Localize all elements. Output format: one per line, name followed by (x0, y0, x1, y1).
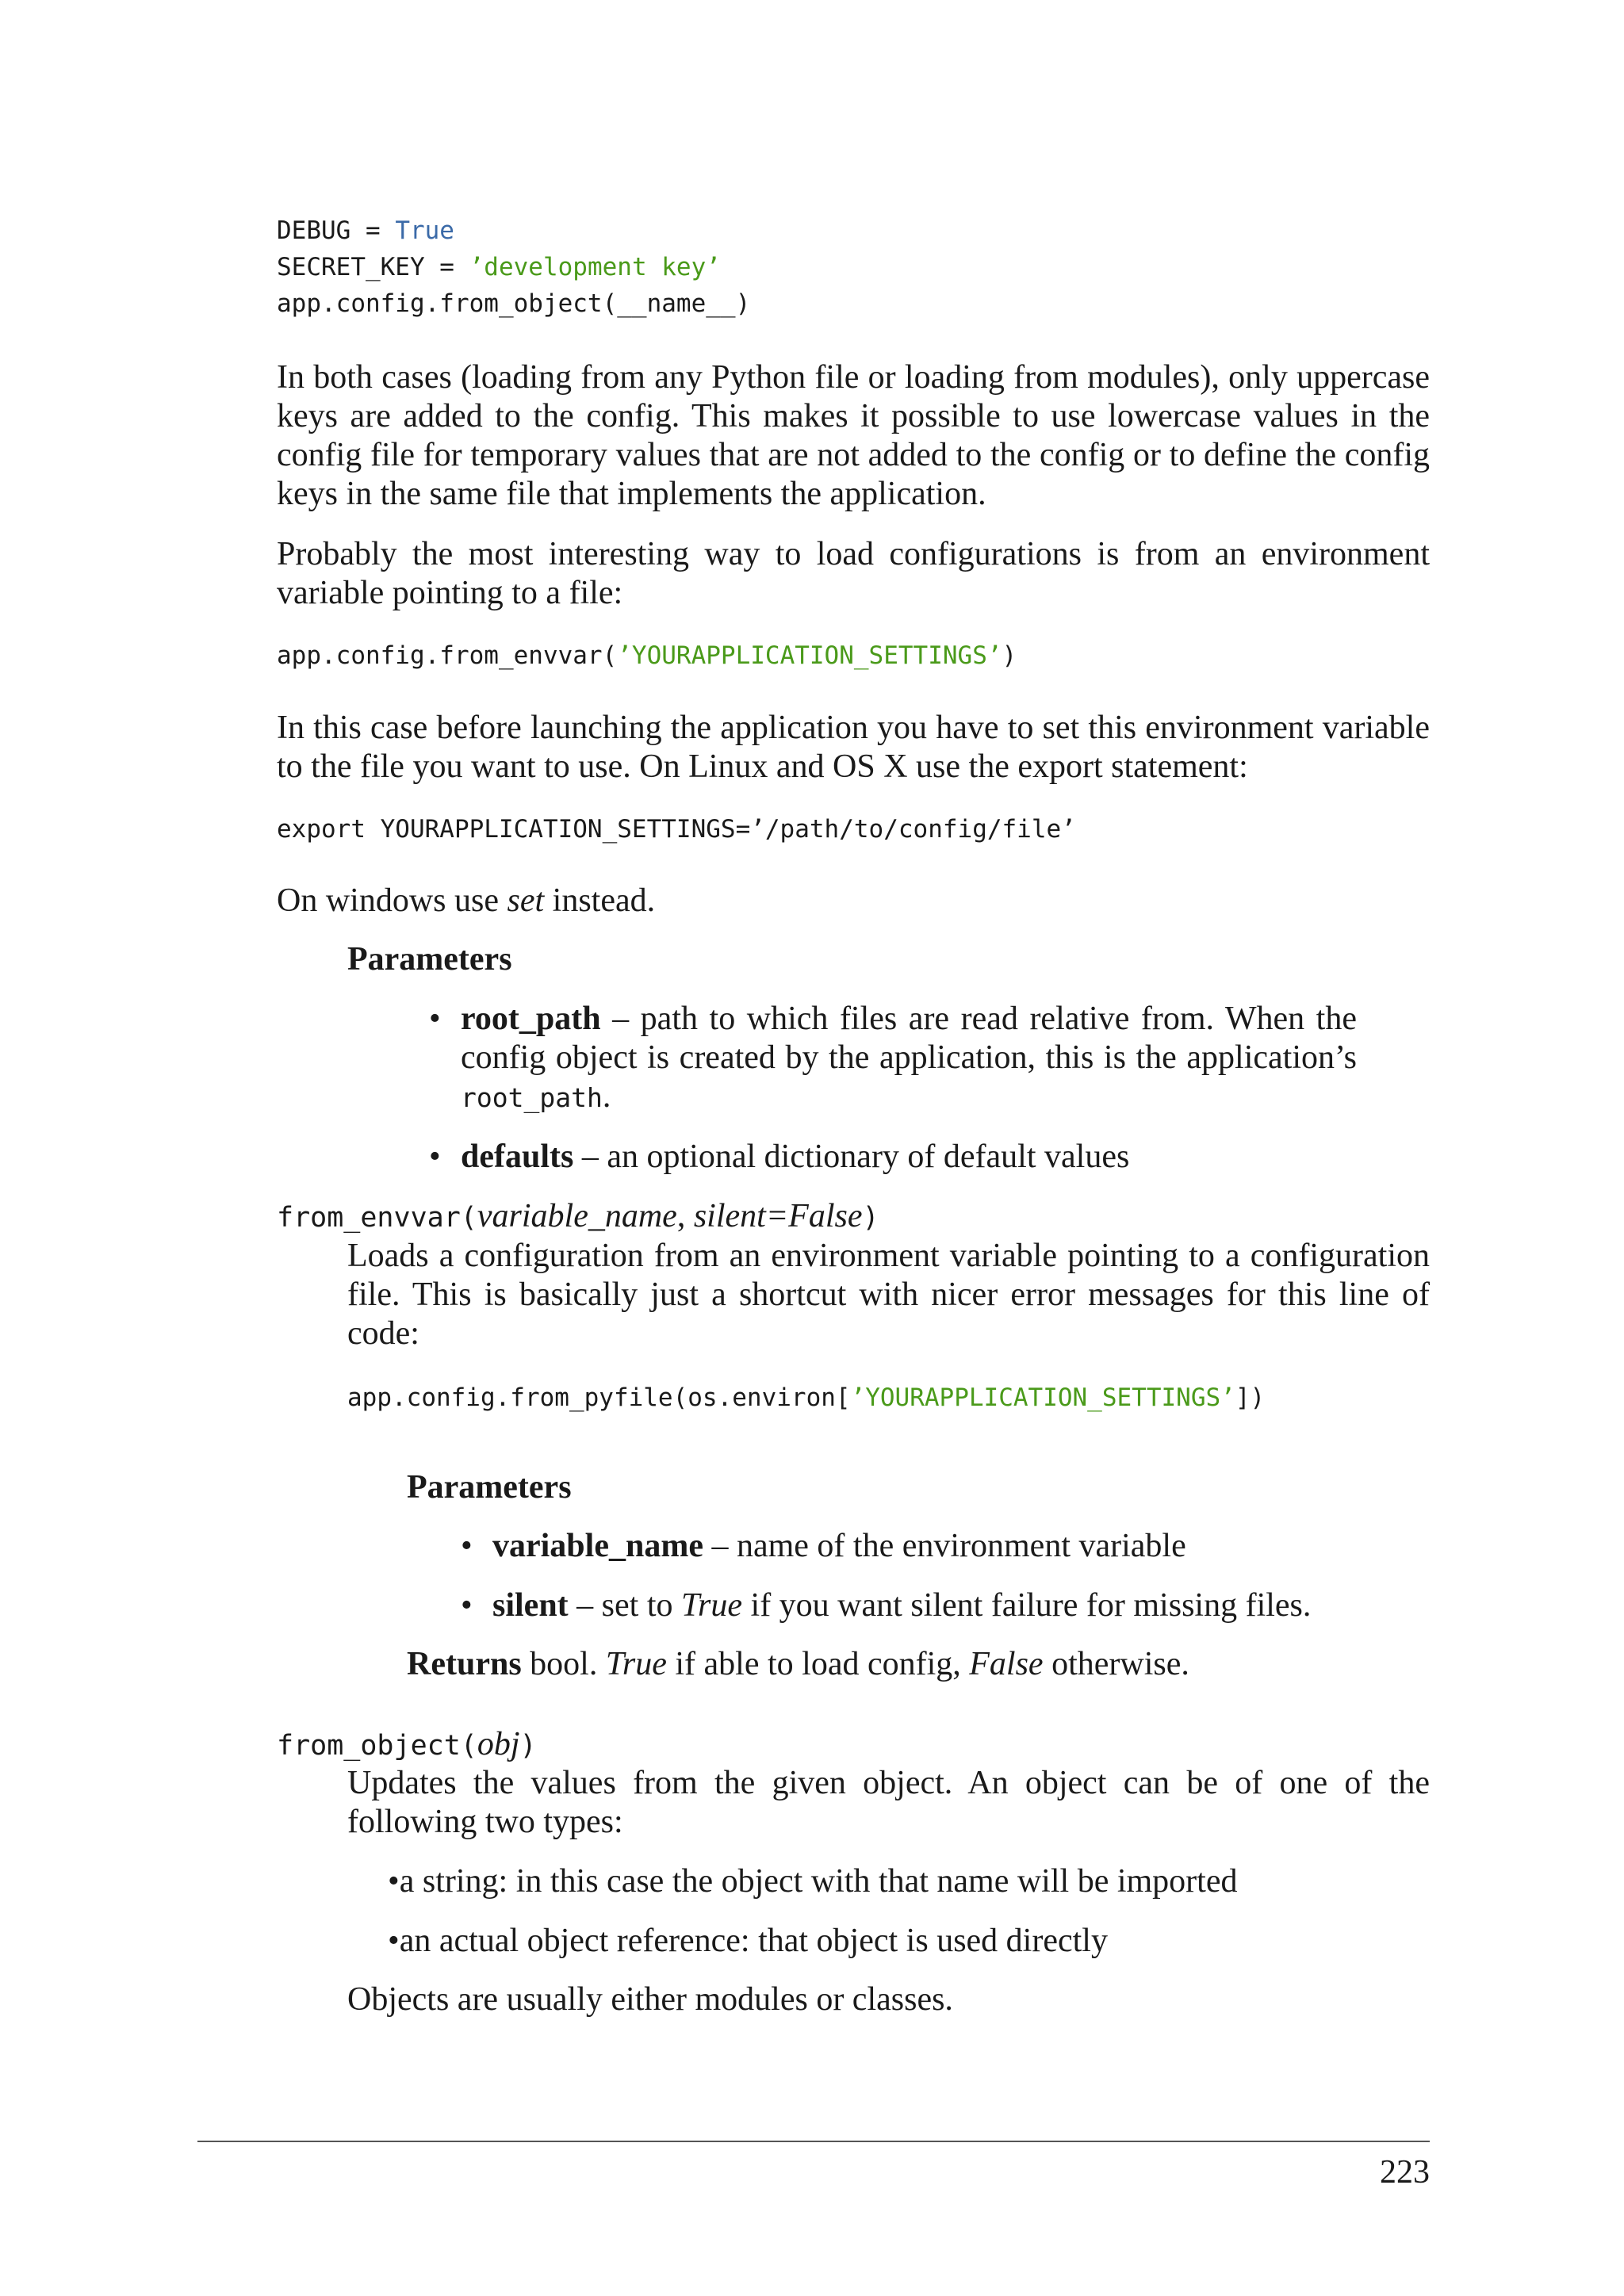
parameters-list (429, 1000, 1357, 1177)
param-desc: – an optional dictionary of default values (573, 1138, 1130, 1175)
code-text: SECRET_KEY = (277, 253, 469, 281)
inline-code: root_path (461, 1082, 603, 1113)
code-string: ’development key’ (469, 253, 721, 281)
method-name: from_object( (277, 1730, 477, 1762)
param-name: variable_name (492, 1528, 703, 1564)
text: if able to load config, (666, 1646, 970, 1682)
paragraph-env-variable: Probably the most interesting way to load configurations is from an environment variable pointing to a file: (277, 536, 1430, 611)
param-defaults (429, 1138, 1357, 1177)
param-name: root_path (461, 1001, 601, 1037)
arg: obj (477, 1726, 520, 1762)
returns-label: Returns (407, 1646, 522, 1682)
bullet-icon: • (461, 1528, 473, 1564)
code-from-envvar (277, 637, 1017, 674)
bullet-icon: • (461, 1587, 473, 1624)
page-number: 223 (1380, 2154, 1430, 2191)
paragraph-uppercase-keys: In both cases (loading from any Python file or loading from modules), only uppercase keys are added to the config. This makes it possible to use lowercase values in the config file for temporary values that are not added to the config or to define the config keys in the same file that implements the application. (277, 359, 1430, 512)
text: bool. (521, 1646, 606, 1682)
from-envvar-description: Loads a configuration from an environment variable pointing to a configuration file. This is basically just a shortcut with nicer error messages for this line of code: (347, 1238, 1430, 1352)
parameters-heading: Parameters (347, 941, 512, 978)
list-item-text: an actual object reference: that object is used directly (399, 1923, 1108, 1959)
emphasis: False (969, 1646, 1044, 1682)
arg: variable_name (477, 1198, 677, 1234)
code-text: app.config.from_object(__name__) (277, 289, 751, 318)
paren: ) (519, 1730, 537, 1762)
code-text: DEBUG = (277, 216, 396, 245)
code-block-config (277, 212, 750, 322)
bullet-icon: • (429, 1001, 441, 1037)
param-name: defaults (461, 1138, 574, 1175)
paragraph-export: In this case before launching the application you have to set this environment variable to the file you want to use. On Linux and OS X use the export statement: (277, 710, 1430, 785)
list-item-object (388, 1922, 1108, 1961)
param-silent (461, 1586, 1365, 1625)
text: otherwise. (1043, 1646, 1189, 1682)
list-item-string (388, 1862, 1237, 1901)
from-object-footer: Objects are usually either modules or classes. (347, 1981, 953, 2018)
code-keyword: True (395, 216, 454, 245)
code-from-pyfile (347, 1380, 1265, 1416)
code-text: app.config.from_envvar( (277, 641, 618, 670)
parameters-list (461, 1527, 1365, 1625)
returns-line (407, 1645, 1189, 1684)
from-object-description: Updates the values from the given object. An object can be of one of the following two types: (347, 1765, 1430, 1840)
footer-divider (197, 2141, 1430, 2142)
bullet-icon: • (388, 1863, 400, 1900)
param-name: silent (492, 1587, 569, 1624)
code-string: ’YOURAPPLICATION_SETTINGS’ (617, 641, 1002, 670)
emphasis: set (507, 882, 545, 919)
arg: silent=False (693, 1198, 863, 1234)
bullet-icon: • (388, 1923, 400, 1959)
param-desc: – path to which files are read relative from. When the config object is created by the application, this is the application’s (461, 1001, 1357, 1076)
list-item-text: a string: in this case the object with that name will be imported (399, 1863, 1238, 1900)
parameters-heading: Parameters (407, 1469, 572, 1506)
method-signature-from-envvar (277, 1197, 879, 1242)
param-desc: . (602, 1078, 611, 1115)
emphasis: True (681, 1587, 743, 1624)
paragraph-windows (277, 882, 655, 920)
code-export: export YOURAPPLICATION_SETTINGS=’/path/to/config/file’ (277, 815, 1076, 844)
code-text: app.config.from_pyfile(os.environ[ (347, 1383, 851, 1412)
param-desc: – name of the environment variable (703, 1528, 1186, 1564)
sep: , (676, 1198, 694, 1234)
param-desc: – set to (568, 1587, 681, 1624)
code-string: ’YOURAPPLICATION_SETTINGS’ (850, 1383, 1235, 1412)
text: On windows use (277, 882, 508, 919)
method-name: from_envvar( (277, 1202, 477, 1234)
emphasis: True (605, 1646, 667, 1682)
bullet-icon: • (429, 1138, 441, 1175)
param-desc: if you want silent failure for missing files. (742, 1587, 1312, 1624)
text: instead. (544, 882, 656, 919)
param-root-path (429, 1000, 1357, 1117)
code-text: ) (1002, 641, 1017, 670)
param-variable-name (461, 1527, 1365, 1566)
paren: ) (862, 1202, 879, 1234)
code-text: ]) (1235, 1383, 1266, 1412)
